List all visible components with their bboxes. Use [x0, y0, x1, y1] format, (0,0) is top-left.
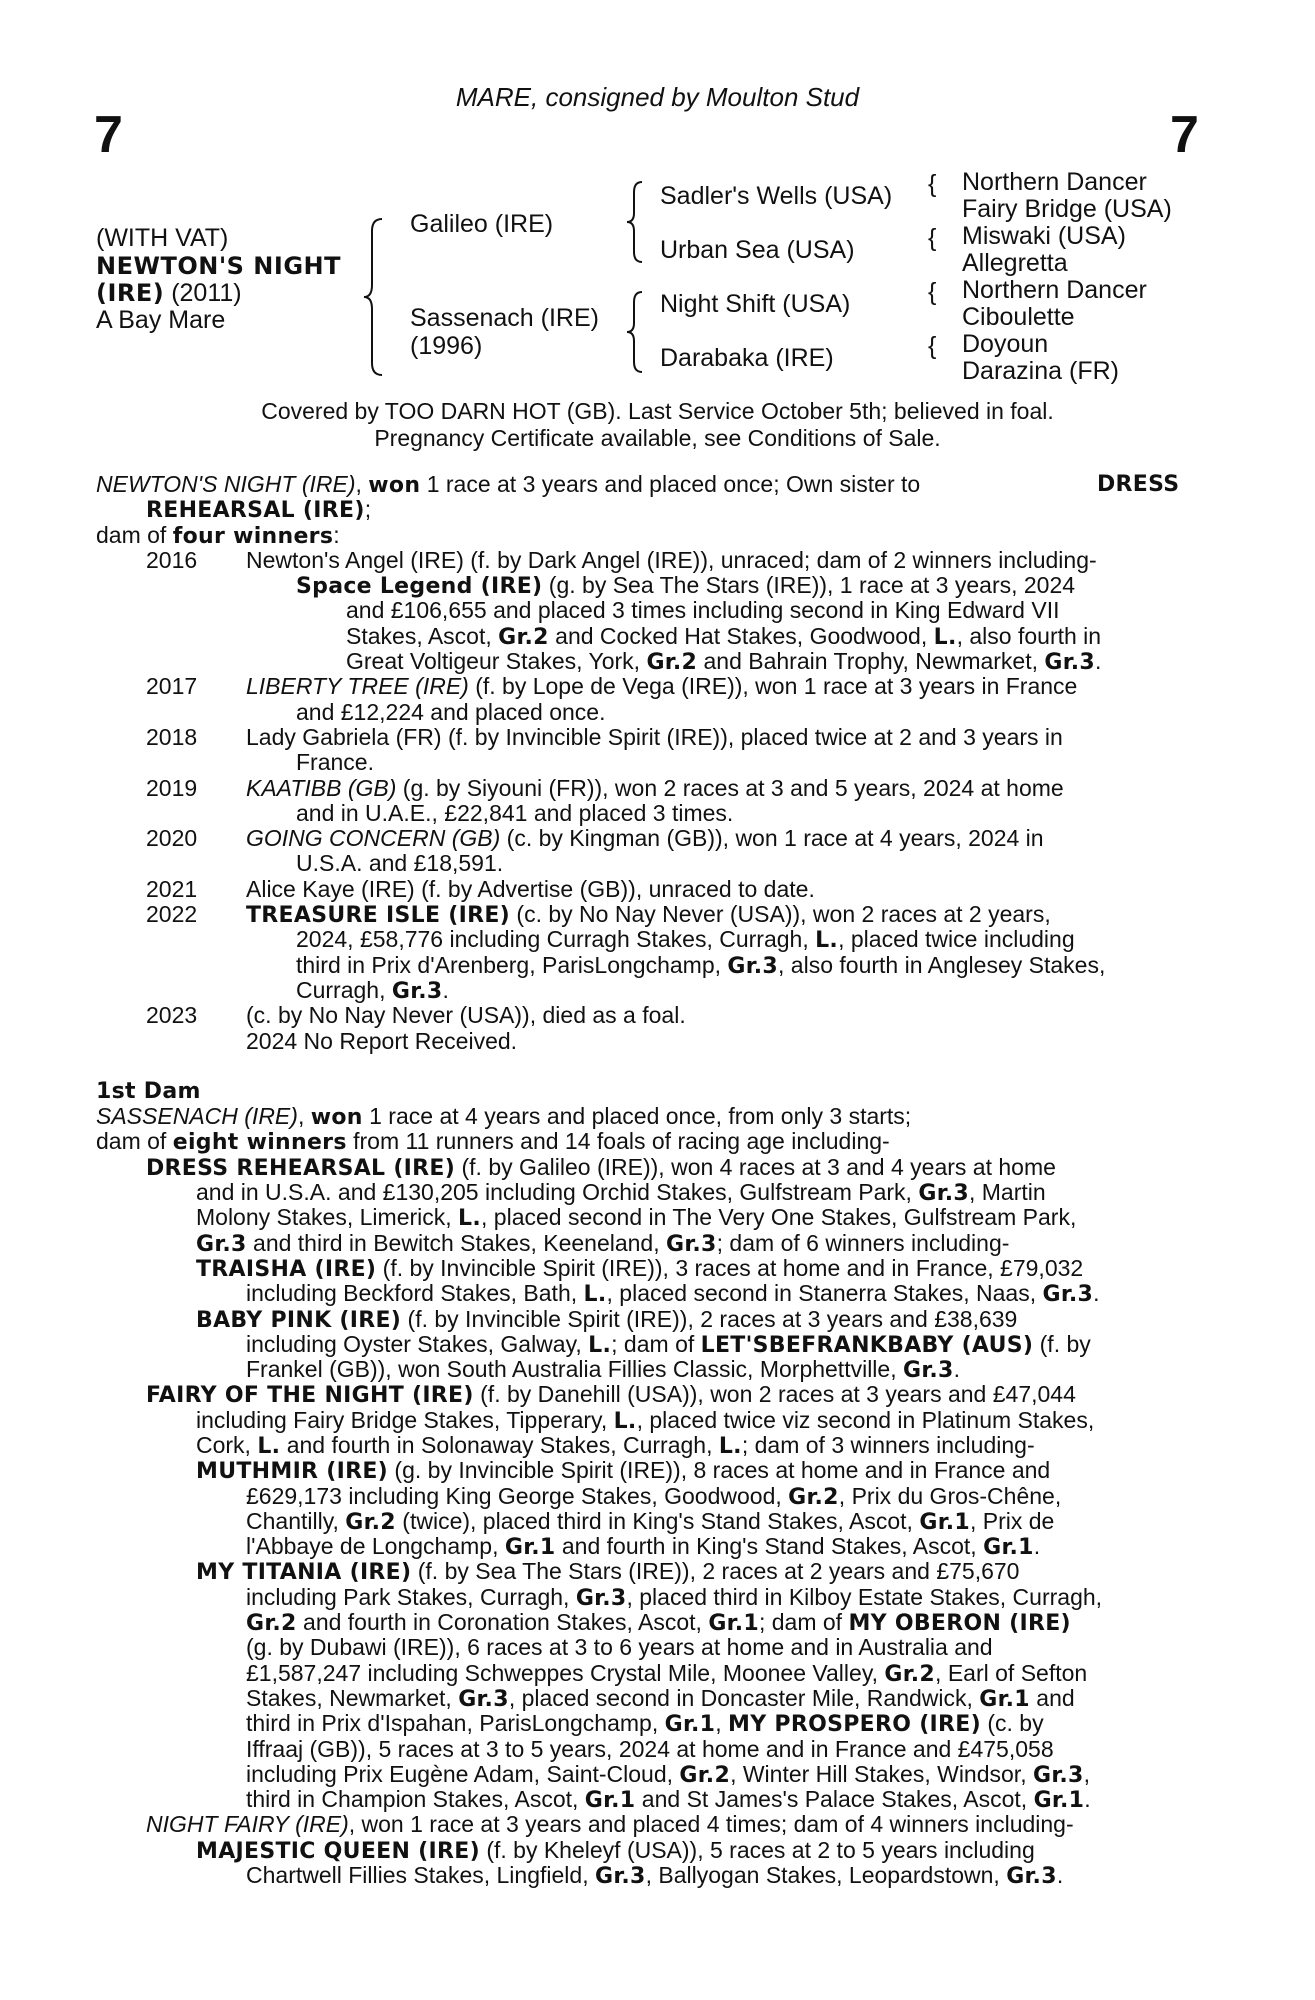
brace-g78: { [928, 332, 937, 360]
produce-2023 [0, 1003, 1315, 1028]
grade-badge: Gr.1 [983, 1535, 1034, 1561]
dress-rehearsal-entry [0, 1155, 1315, 1180]
text-run: including Park Stakes, Curragh, [246, 1583, 576, 1610]
grade-badge: Gr.2 [646, 650, 698, 676]
produce-2016-line-5: Great Voltigeur Stakes, York, Gr.2 and Bahrain Trophy, Newmarket, Gr.3. [346, 648, 1102, 676]
my-titania-line-5 [0, 1661, 1315, 1686]
grade-badge: L. [257, 1433, 281, 1459]
grade-badge: Gr.3 [918, 1181, 969, 1207]
text-run: 2024 No Report Received. [246, 1027, 518, 1054]
text-run: MAJESTIC QUEEN (IRE) [196, 1838, 480, 1864]
text-run: third in Prix d'Ispahan, ParisLongchamp, [246, 1710, 665, 1737]
text-run: TRAISHA (IRE) [196, 1256, 377, 1282]
grade-badge: Gr.3 [1032, 1762, 1084, 1788]
produce-2021 [0, 877, 1315, 902]
text-run: and fourth in King's Stand Stakes, Ascot, [555, 1533, 984, 1560]
text-run: FAIRY OF THE NIGHT (IRE) [146, 1383, 474, 1409]
text-run: 2024, £58,776 including Curragh Stakes, Curragh, [296, 926, 816, 953]
text-run: , placed second in Stanerra Stakes, Naas, [606, 1280, 1043, 1307]
produce-2022-line-4: Curragh, Gr.3. [296, 976, 449, 1004]
text-run: (f. by Invincible Spirit (IRE)), 3 races at home and in France, £79,032 [376, 1254, 1084, 1281]
brace-g56: { [928, 278, 937, 306]
intro-won: won [368, 473, 421, 498]
brace-g34: { [928, 224, 937, 252]
year-label: 2021 [146, 875, 198, 902]
text-run: (c. by No Nay Never (USA)), won 2 races at 2 years, [510, 901, 1051, 928]
text-run: Molony Stakes, Limerick, [196, 1204, 459, 1231]
my-titania-line-10: third in Champion Stakes, Ascot, Gr.1 and St James's Palace Stakes, Ascot, Gr.1. [246, 1786, 1091, 1814]
night-fairy-entry [0, 1812, 1315, 1837]
grade-badge: L. [933, 624, 957, 650]
text-run: , also fourth in Anglesey Stakes, [778, 951, 1106, 978]
horse-name: NEWTON'S NIGHT [96, 252, 341, 280]
grade-badge: Gr.1 [584, 1788, 636, 1814]
text-run: , Prix du Gros-Chêne, [838, 1482, 1062, 1509]
muthmir-line-2 [0, 1484, 1315, 1509]
text-run: 1 race at 4 years and placed once, from only 3 starts; [362, 1103, 912, 1130]
sire-dam: Urban Sea (USA) [660, 236, 855, 264]
baby-pink-entry [0, 1307, 1315, 1332]
text-run: and Cocked Hat Stakes, Goodwood, [548, 622, 934, 649]
text-run: DRESS REHEARSAL (IRE) [146, 1155, 456, 1181]
text-run: MY TITANIA (IRE) [196, 1560, 412, 1586]
grade-badge: Gr.3 [1042, 1282, 1094, 1308]
text-run: Stakes, Ascot, [346, 622, 499, 649]
horse-country: (IRE) [96, 279, 165, 307]
year-label: 2020 [146, 825, 198, 852]
produce-2020-line-2 [0, 851, 1315, 876]
text-run: BABY PINK (IRE) [196, 1307, 402, 1333]
dress-rehearsal-line-4 [0, 1231, 1315, 1256]
produce-2016-line-4 [0, 624, 1315, 649]
traisha-line-2: including Beckford Stakes, Bath, L., placed second in Stanerra Stakes, Naas, Gr.3. [246, 1280, 1100, 1308]
text-run: (c. by No Nay Never (USA)), died as a foal. [246, 1002, 686, 1029]
grade-badge: Gr.3 [727, 953, 779, 979]
text-run: (c. by [980, 1710, 1044, 1737]
grade-badge: Gr.1 [919, 1509, 970, 1535]
text-run: LIBERTY TREE (IRE) [246, 673, 469, 700]
grandparent-2: Fairy Bridge (USA) [962, 195, 1172, 223]
covering-line-2: Pregnancy Certificate available, see Conditions of Sale. [374, 425, 941, 451]
text-run: (f. by Invincible Spirit (IRE)), 2 races at 3 years and £38,639 [401, 1305, 1018, 1332]
dam: Sassenach (IRE) [410, 304, 599, 332]
text-run: MUTHMIR (IRE) [196, 1459, 389, 1485]
text-run: , [715, 1710, 729, 1737]
text-run: (f. by Galileo (IRE)), won 4 races at 3 and 4 years at home [455, 1153, 1056, 1180]
grade-badge: Gr.2 [246, 1611, 297, 1637]
dam-year: (1996) [410, 332, 483, 360]
baby-pink-line-3: Frankel (GB)), won South Australia Fillies Classic, Morphettville, Gr.3. [246, 1356, 961, 1384]
text-run: eight winners [172, 1130, 347, 1156]
text-run: £1,587,247 including Schweppes Crystal Mile, Moonee Valley, [246, 1659, 885, 1686]
year-2016: 2016 [146, 546, 198, 573]
text-run: and Bahrain Trophy, Newmarket, [697, 648, 1045, 675]
text-run: , placed twice including [838, 926, 1075, 953]
grade-badge: Gr.3 [575, 1585, 627, 1611]
my-titania-line-9: including Prix Eugène Adam, Saint-Cloud, Gr.2, Winter Hill Stakes, Windsor, Gr.3, [246, 1760, 1091, 1788]
my-titania-line-8 [0, 1737, 1315, 1762]
dress-rehearsal-line-3 [0, 1205, 1315, 1230]
produce-2019 [0, 776, 1315, 801]
brace-dam [624, 288, 648, 378]
grade-badge: Gr.1 [1033, 1788, 1085, 1814]
grade-badge: Gr.3 [1044, 650, 1096, 676]
text-run: , also fourth in [956, 622, 1102, 649]
text-run: (g. by Dubawi (IRE)), 6 races at 3 to 6 years at home and in Australia and [246, 1634, 993, 1661]
produce-2016-line-2 [0, 573, 1315, 598]
grade-badge: Gr.1 [504, 1535, 556, 1561]
text-run: Chartwell Fillies Stakes, Lingfield, [246, 1862, 595, 1889]
text-run: (g. by Sea The Stars (IRE)), 1 race at 3 years, 2024 [542, 572, 1076, 599]
text-run: (f. by [1033, 1330, 1091, 1357]
text-run: including Oyster Stakes, Galway, [246, 1330, 589, 1357]
produce-2022-line-2 [0, 927, 1315, 952]
produce-2024 [0, 1029, 1315, 1054]
text-run: Lady Gabriela (FR) (f. by Invincible Spirit (IRE)), placed twice at 2 and 3 years in [246, 723, 1063, 750]
produce-2018 [0, 725, 1315, 750]
first-dam-line-2 [0, 1129, 1315, 1154]
text-run: , placed twice viz second in Platinum Stakes, [636, 1406, 1095, 1433]
text-run: including Prix Eugène Adam, Saint-Cloud, [246, 1760, 680, 1787]
text-run: Curragh, [296, 976, 392, 1003]
grade-badge: Gr.2 [788, 1484, 839, 1510]
grandparent-7: Doyoun [962, 330, 1049, 358]
text-run: (f. by Lope de Vega (IRE)), won 1 race at 3 years in France [468, 673, 1078, 700]
text-run: (f. by Sea The Stars (IRE)), 2 races at 2 years and £75,670 [411, 1558, 1020, 1585]
text-run: KAATIBB (GB) [246, 774, 397, 801]
catalogue-body [0, 472, 1315, 1888]
text-run: (f. by Kheleyf (USA)), 5 races at 2 to 5 years including [479, 1836, 1035, 1863]
brace-sire [624, 178, 648, 268]
vat-note: (WITH VAT) [96, 224, 229, 252]
produce-2016 [0, 548, 1315, 573]
text-run: and £12,224 and placed once. [296, 698, 606, 725]
muthmir-line-3 [0, 1509, 1315, 1534]
grade-badge: L. [588, 1332, 612, 1358]
text-run: third in Prix d'Arenberg, ParisLongchamp, [296, 951, 728, 978]
produce-2017 [0, 674, 1315, 699]
grade-badge: Gr.3 [666, 1231, 717, 1257]
text-run: including Beckford Stakes, Bath, [246, 1280, 584, 1307]
text-run: and third in Bewitch Stakes, Keeneland, [246, 1229, 667, 1256]
grade-badge: Gr.3 [1006, 1864, 1057, 1890]
text-run: Great Voltigeur Stakes, York, [346, 648, 647, 675]
lot-number-left: 7 [94, 106, 123, 164]
text-run: Frankel (GB)), won South Australia Fillies Classic, Morphettville, [246, 1356, 903, 1383]
my-titania-line-2 [0, 1585, 1315, 1610]
my-titania-line-3 [0, 1610, 1315, 1635]
grandparent-3: Miswaki (USA) [962, 222, 1126, 250]
text-run: (g. by Invincible Spirit (IRE)), 8 races at home and in France and [388, 1457, 1051, 1484]
grade-badge: Gr.3 [594, 1864, 646, 1890]
produce-2022 [0, 902, 1315, 927]
intro-line-3: dam of four winners: [96, 521, 340, 549]
horse-foaled: (2011) [171, 279, 242, 307]
text-run: ; dam of 3 winners including- [741, 1431, 1035, 1458]
text-run: GOING CONCERN (GB) [246, 825, 501, 852]
my-titania-entry [0, 1559, 1315, 1584]
my-titania-line-4 [0, 1635, 1315, 1660]
text-run: Stakes, Newmarket, [246, 1684, 459, 1711]
text-run: NIGHT FAIRY (IRE) [146, 1811, 349, 1838]
dam-sire: Night Shift (USA) [660, 290, 851, 318]
text-run: won [310, 1105, 363, 1131]
grandparent-6: Ciboulette [962, 303, 1075, 331]
text-run: (c. by Kingman (GB)), won 1 race at 4 years, 2024 in [500, 825, 1044, 852]
produce-2016-text: Newton's Angel (IRE) (f. by Dark Angel (IRE)), unraced; dam of 2 winners including- [246, 546, 1097, 573]
grandparent-1: Northern Dancer [962, 168, 1147, 196]
text-run: LET'SBEFRANKBABY (AUS) [700, 1332, 1034, 1358]
grade-badge: Gr.1 [979, 1686, 1030, 1712]
grade-badge: Gr.3 [903, 1358, 954, 1384]
grade-badge: Gr.2 [498, 624, 549, 650]
text-run: £629,173 including King George Stakes, Goodwood, [246, 1482, 789, 1509]
grade-badge: Gr.1 [708, 1611, 759, 1637]
grade-badge: Gr.2 [679, 1762, 731, 1788]
grade-badge: L. [458, 1206, 482, 1232]
muthmir-line-4: l'Abbaye de Longchamp, Gr.1 and fourth in King's Stand Stakes, Ascot, Gr.1. [246, 1533, 1041, 1561]
intro-line-1: NEWTON'S NIGHT (IRE), won 1 race at 3 years and placed once; Own sister to DRESS [96, 471, 1180, 498]
year-label: 2022 [146, 901, 198, 928]
dam-of: dam of [96, 521, 173, 548]
fairy-of-the-night-line-2 [0, 1408, 1315, 1433]
sire-sire: Sadler's Wells (USA) [660, 182, 893, 210]
text-run: ; dam of [611, 1330, 701, 1357]
text-run: and [1029, 1684, 1075, 1711]
my-titania-line-6 [0, 1686, 1315, 1711]
dam-dam: Darabaka (IRE) [660, 344, 834, 372]
fairy-of-the-night-entry [0, 1382, 1315, 1407]
year-label: 2017 [146, 673, 198, 700]
text-run: third in Champion Stakes, Ascot, [246, 1786, 585, 1813]
grade-badge: Gr.2 [884, 1661, 936, 1687]
text-run: U.S.A. and £18,591. [296, 850, 504, 877]
grade-badge: Gr.3 [196, 1231, 247, 1257]
text-run: , Winter Hill Stakes, Windsor, [730, 1760, 1033, 1787]
text-run: l'Abbaye de Longchamp, [246, 1533, 505, 1560]
fairy-of-the-night-line-3 [0, 1433, 1315, 1458]
text-run: from 11 runners and 14 foals of racing age including- [346, 1128, 890, 1155]
intro-text: 1 race at 3 years and placed once; Own sister to [420, 471, 921, 497]
text-run: Cork, [196, 1431, 258, 1458]
majestic-queen-line-2: Chartwell Fillies Stakes, Lingfield, Gr.3, Ballyogan Stakes, Leopardstown, Gr.3. [246, 1862, 1064, 1890]
lot-number-right: 7 [1170, 106, 1199, 164]
brace-g12: { [928, 170, 937, 198]
produce-2022-line-3 [0, 953, 1315, 978]
grandparent-4: Allegretta [962, 249, 1068, 277]
year-label: 2023 [146, 1002, 198, 1029]
grade-badge: Gr.3 [391, 978, 443, 1004]
intro-sister: DRESS [1097, 472, 1180, 497]
text-run: and £106,655 and placed 3 times including second in King Edward VII [346, 597, 1060, 624]
grandparent-5: Northern Dancer [962, 276, 1147, 304]
section-spacer [0, 1054, 1315, 1079]
year-label: 2018 [146, 723, 198, 750]
grade-badge: Gr.1 [664, 1712, 716, 1738]
produce-2020 [0, 826, 1315, 851]
text-run: , placed second in Doncaster Mile, Randwick, [508, 1684, 980, 1711]
first-dam-heading: 1st Dam [96, 1078, 201, 1104]
produce-2017-line-2 [0, 700, 1315, 725]
text-run: ; dam of 6 winners including- [716, 1229, 1010, 1256]
grandparent-8: Darazina (FR) [962, 357, 1119, 385]
traisha-entry [0, 1256, 1315, 1281]
horse-name-suffix [96, 279, 242, 307]
produce-2019-line-2 [0, 801, 1315, 826]
grade-badge: Gr.3 [458, 1686, 509, 1712]
text-run: (f. by Danehill (USA)), won 2 races at 3 years and £47,044 [473, 1381, 1076, 1408]
text-run: and fourth in Solonaway Stakes, Curragh, [280, 1431, 719, 1458]
majestic-queen-entry [0, 1838, 1315, 1863]
intro-line-2: REHEARSAL (IRE); [146, 496, 372, 524]
produce-2016-line-3 [0, 598, 1315, 623]
muthmir-entry [0, 1458, 1315, 1483]
dam-of-count: four winners [172, 523, 334, 549]
text-run: MY OBERON (IRE) [848, 1611, 1071, 1637]
text-run: and St James's Palace Stakes, Ascot, [635, 1786, 1034, 1813]
my-titania-line-7 [0, 1711, 1315, 1736]
text-run: and fourth in Coronation Stakes, Ascot, [296, 1609, 709, 1636]
text-run: and in U.A.E., £22,841 and placed 3 times. [296, 799, 734, 826]
text-run: SASSENACH (IRE) [96, 1103, 298, 1130]
intro-name: NEWTON'S NIGHT (IRE) [96, 471, 356, 497]
grade-badge: L. [583, 1282, 607, 1308]
text-run: TREASURE ISLE (IRE) [246, 903, 511, 929]
grade-badge: L. [815, 928, 839, 954]
text-run: Iffraaj (GB)), 5 races at 3 to 5 years, 2024 at home and in France and £475,058 [246, 1735, 1054, 1762]
baby-pink-line-2 [0, 1332, 1315, 1357]
text-run: , Prix de [969, 1507, 1055, 1534]
text-run: , Martin [968, 1179, 1046, 1206]
text-run: , placed third in Kilboy Estate Stakes, Curragh, [626, 1583, 1103, 1610]
text-run: , Ballyogan Stakes, Leopardstown, [645, 1862, 1007, 1889]
grade-badge: Gr.2 [345, 1509, 396, 1535]
produce-2018-line-2 [0, 750, 1315, 775]
grade-badge: L. [718, 1433, 742, 1459]
text-run: (twice), placed third in King's Stand Stakes, Ascot, [395, 1507, 920, 1534]
text-run: and in U.S.A. and £130,205 including Orchid Stakes, Gulfstream Park, [196, 1179, 919, 1206]
text-run: ; dam of [758, 1609, 849, 1636]
text-run: Chantilly, [246, 1507, 346, 1534]
text-run: , won 1 race at 3 years and placed 4 times; dam of 4 winners including- [348, 1811, 1074, 1838]
sire: Galileo (IRE) [410, 210, 554, 238]
year-label: 2019 [146, 774, 198, 801]
text-run: MY PROSPERO (IRE) [728, 1712, 981, 1738]
text-run: including Fairy Bridge Stakes, Tipperary, [196, 1406, 614, 1433]
covering-line-1: Covered by TOO DARN HOT (GB). Last Service October 5th; believed in foal. [261, 398, 1054, 424]
consignment-line: MARE, consigned by Moulton Stud [455, 82, 860, 112]
text-run: France. [296, 749, 374, 776]
dress-rehearsal-line-2 [0, 1180, 1315, 1205]
brace-main [360, 215, 390, 380]
grade-badge: L. [613, 1408, 637, 1434]
text-run: dam of [96, 1128, 173, 1155]
space-legend-name: Space Legend (IRE) [296, 574, 543, 600]
text-run: , placed second in The Very One Stakes, Gulfstream Park, [481, 1204, 1077, 1231]
intro-sister-2: REHEARSAL (IRE) [146, 498, 365, 524]
horse-description: A Bay Mare [96, 306, 226, 334]
text-run: Alice Kaye (IRE) (f. by Advertise (GB)), unraced to date. [246, 875, 815, 902]
text-run: (g. by Siyouni (FR)), won 2 races at 3 and 5 years, 2024 at home [396, 774, 1064, 801]
text-run: , Earl of Sefton [935, 1659, 1088, 1686]
first-dam-line-1: SASSENACH (IRE), won 1 race at 4 years and placed once, from only 3 starts; [96, 1103, 912, 1131]
covering-note [0, 398, 1315, 452]
